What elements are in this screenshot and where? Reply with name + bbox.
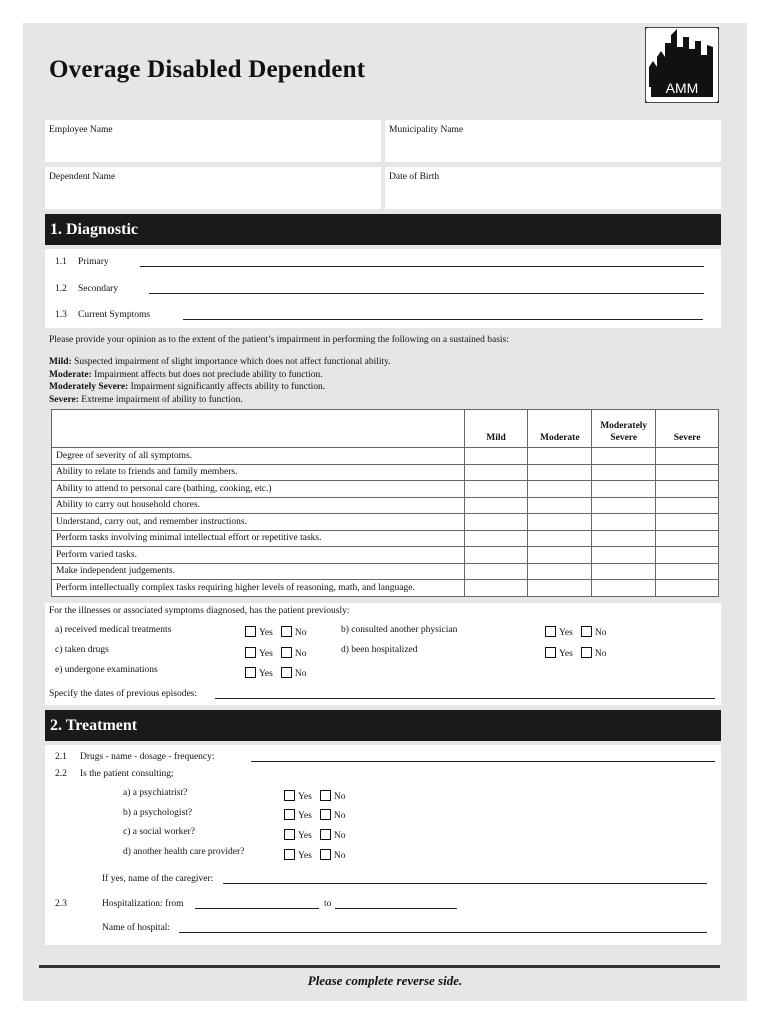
employee-name-field[interactable] (45, 120, 381, 162)
illness-box (45, 603, 721, 705)
primary-input[interactable] (140, 257, 704, 267)
hospitalization-from-input[interactable] (195, 899, 319, 909)
severity-cell-moderate[interactable] (528, 514, 592, 531)
employee-name-label: Employee Name (49, 125, 113, 135)
item-number: 1.3 (55, 310, 67, 320)
psychiatrist-yes-checkbox[interactable] (284, 790, 295, 801)
consult-social-worker-label: c) a social worker? (123, 827, 196, 837)
hospitalization-row (45, 899, 721, 913)
item-number: 2.1 (55, 752, 67, 762)
table-row-label: Make independent judgements. (52, 563, 465, 580)
header-mild: Mild (464, 410, 528, 448)
severity-cell-mild[interactable] (464, 464, 528, 481)
specify-dates-label: Specify the dates of previous episodes: (49, 689, 198, 699)
table-row (52, 514, 719, 531)
severity-cell-mild[interactable] (464, 448, 528, 465)
table-row-label: Degree of severity of all symptoms. (52, 448, 465, 465)
secondary-row (45, 284, 721, 298)
table-row-label: Perform tasks involving minimal intellectual effort or repetitive tasks. (52, 530, 465, 547)
section1-heading: 1. Diagnostic (45, 214, 721, 245)
dependent-name-field[interactable] (45, 167, 381, 209)
option-d-yes-no: Yes No (545, 647, 606, 659)
severity-cell-moderate[interactable] (528, 580, 592, 597)
severity-cell-moderately-severe[interactable] (592, 580, 656, 597)
diagnostic-box (45, 249, 721, 328)
header-blank (52, 410, 465, 448)
table-row-label: Ability to relate to friends and family members. (52, 464, 465, 481)
table-row (52, 580, 719, 597)
amm-logo (645, 27, 719, 103)
option-b-no-checkbox[interactable] (581, 626, 592, 637)
secondary-label: Secondary (78, 284, 119, 294)
severity-cell-mild[interactable] (464, 481, 528, 498)
table-row (52, 481, 719, 498)
secondary-input[interactable] (149, 284, 704, 294)
dependent-name-label: Dependent Name (49, 172, 116, 182)
severity-table (51, 409, 719, 597)
table-header-row (52, 410, 719, 448)
option-c-yes-no: Yes No (245, 647, 306, 659)
severity-cell-mild[interactable] (464, 497, 528, 514)
option-b-yes-no: Yes No (545, 626, 606, 638)
consult-other-provider-label: d) another health care provider? (123, 847, 245, 857)
severity-cell-moderately-severe[interactable] (592, 530, 656, 547)
severity-cell-moderately-severe[interactable] (592, 481, 656, 498)
consult-psychiatrist-label: a) a psychiatrist? (123, 788, 188, 798)
severity-cell-moderately-severe[interactable] (592, 448, 656, 465)
social-worker-no-checkbox[interactable] (320, 829, 331, 840)
definition-severe: Severe: Extreme impairment of ability to function. (49, 394, 243, 405)
header-severe: Severe (656, 410, 719, 448)
severity-cell-moderately-severe[interactable] (592, 514, 656, 531)
item-number: 1.2 (55, 284, 67, 294)
item-number: 1.1 (55, 257, 67, 267)
severity-definitions (49, 356, 391, 406)
option-e-no-checkbox[interactable] (281, 667, 292, 678)
table-row (52, 464, 719, 481)
primary-row (45, 257, 721, 271)
option-c-no-checkbox[interactable] (281, 647, 292, 658)
table-row-label: Ability to attend to personal care (bathing, cooking, etc.) (52, 481, 465, 498)
drugs-label: Drugs - name - dosage - frequency: (80, 752, 215, 762)
table-row (52, 547, 719, 564)
hospital-name-row (45, 923, 721, 937)
form-title: Overage Disabled Dependent (49, 56, 366, 83)
date-of-birth-label: Date of Birth (389, 172, 440, 182)
psychologist-yes-no: Yes No (284, 809, 345, 821)
table-row-label: Perform varied tasks. (52, 547, 465, 564)
severity-cell-mild[interactable] (464, 580, 528, 597)
hospitalization-to-label: to (324, 899, 332, 909)
severity-cell-moderately-severe[interactable] (592, 563, 656, 580)
table-row-label: Understand, carry out, and remember instructions. (52, 514, 465, 531)
option-d-no-checkbox[interactable] (581, 647, 592, 658)
item-number: 2.3 (55, 899, 67, 909)
table-row-label: Perform intellectually complex tasks requiring higher levels of reasoning, math, and language. (52, 580, 465, 597)
option-a-label: a) received medical treatments (55, 625, 172, 635)
hospital-name-label: Name of hospital: (102, 923, 171, 933)
option-b-yes-checkbox[interactable] (545, 626, 556, 637)
severity-cell-moderate[interactable] (528, 547, 592, 564)
psychologist-no-checkbox[interactable] (320, 809, 331, 820)
severity-cell-severe[interactable] (656, 580, 719, 597)
severity-cell-moderate[interactable] (528, 563, 592, 580)
option-e-label: e) undergone examinations (55, 665, 158, 675)
option-b-label: b) consulted another physician (341, 625, 458, 635)
severity-cell-severe[interactable] (656, 530, 719, 547)
severity-cell-mild[interactable] (464, 547, 528, 564)
header-moderately-severe: Moderately Severe (592, 410, 656, 448)
current-symptoms-input[interactable] (183, 310, 703, 320)
other-provider-no-checkbox[interactable] (320, 849, 331, 860)
specify-dates-row (49, 689, 721, 703)
other-provider-yes-no: Yes No (284, 849, 345, 861)
definition-moderately-severe: Moderately Severe: Impairment significantly affects ability to function. (49, 382, 326, 392)
severity-table-body (52, 448, 719, 597)
section2-heading: 2. Treatment (45, 710, 721, 741)
severity-cell-severe[interactable] (656, 514, 719, 531)
severity-cell-severe[interactable] (656, 563, 719, 580)
severity-cell-moderate[interactable] (528, 448, 592, 465)
footer-note: Please complete reverse side. (307, 973, 463, 988)
consulting-label: Is the patient consulting; (80, 769, 174, 779)
footer-divider (39, 965, 720, 968)
option-d-label: d) been hospitalized (341, 645, 418, 655)
specify-dates-input[interactable] (215, 689, 715, 699)
caregiver-row (45, 874, 721, 888)
item-number: 2.2 (55, 769, 67, 779)
caregiver-input[interactable] (223, 874, 707, 884)
option-a-yes-checkbox[interactable] (245, 626, 256, 637)
hospitalization-from-label: Hospitalization: from (102, 899, 184, 909)
social-worker-yes-no: Yes No (284, 829, 345, 841)
severity-cell-moderately-severe[interactable] (592, 547, 656, 564)
severity-cell-moderately-severe[interactable] (592, 497, 656, 514)
social-worker-yes-checkbox[interactable] (284, 829, 295, 840)
severity-cell-moderately-severe[interactable] (592, 464, 656, 481)
hospital-name-input[interactable] (179, 923, 707, 933)
logo-text: AMM (665, 80, 699, 96)
severity-cell-mild[interactable] (464, 563, 528, 580)
severity-cell-severe[interactable] (656, 448, 719, 465)
table-row (52, 563, 719, 580)
psychiatrist-no-checkbox[interactable] (320, 790, 331, 801)
table-row-label: Ability to carry out household chores. (52, 497, 465, 514)
hospitalization-to-input[interactable] (335, 899, 457, 909)
instruction-text: Please provide your opinion as to the extent of the patient’s impairment in performing the following on a sustained basis: (49, 335, 509, 345)
definition-mild: Mild: Suspected impairment of slight importance which does not affect functional ability. (49, 357, 391, 367)
caregiver-label: If yes, name of the caregiver: (102, 874, 214, 884)
illness-question: For the illnesses or associated symptoms diagnosed, has the patient previously: (49, 606, 350, 616)
header-moderate: Moderate (528, 410, 592, 448)
severity-cell-mild[interactable] (464, 530, 528, 547)
severity-cell-severe[interactable] (656, 497, 719, 514)
severity-cell-severe[interactable] (656, 547, 719, 564)
current-symptoms-row (45, 310, 721, 324)
table-row (52, 448, 719, 465)
option-e-yes-checkbox[interactable] (245, 667, 256, 678)
severity-cell-moderate[interactable] (528, 464, 592, 481)
treatment-box (45, 745, 721, 945)
date-of-birth-field[interactable] (385, 167, 721, 209)
option-c-yes-checkbox[interactable] (245, 647, 256, 658)
psychologist-yes-checkbox[interactable] (284, 809, 295, 820)
table-row (52, 530, 719, 547)
consult-psychologist-label: b) a psychologist? (123, 808, 193, 818)
primary-label: Primary (78, 257, 109, 267)
municipality-name-label: Municipality Name (389, 125, 464, 135)
drugs-input[interactable] (251, 752, 715, 762)
option-d-yes-checkbox[interactable] (545, 647, 556, 658)
form-page (23, 23, 747, 1001)
severity-cell-severe[interactable] (656, 481, 719, 498)
severity-cell-moderate[interactable] (528, 481, 592, 498)
table-row (52, 497, 719, 514)
option-e-yes-no: Yes No (245, 667, 306, 679)
option-a-no-checkbox[interactable] (281, 626, 292, 637)
severity-cell-severe[interactable] (656, 464, 719, 481)
psychiatrist-yes-no: Yes No (284, 790, 345, 802)
severity-cell-moderate[interactable] (528, 530, 592, 547)
municipality-name-field[interactable] (385, 120, 721, 162)
definition-moderate: Moderate: Impairment affects but does not preclude ability to function. (49, 369, 323, 380)
current-symptoms-label: Current Symptoms (78, 310, 151, 320)
severity-cell-moderate[interactable] (528, 497, 592, 514)
option-a-yes-no: Yes No (245, 626, 306, 638)
drugs-row (45, 752, 721, 766)
severity-cell-mild[interactable] (464, 514, 528, 531)
other-provider-yes-checkbox[interactable] (284, 849, 295, 860)
option-c-label: c) taken drugs (55, 645, 109, 655)
